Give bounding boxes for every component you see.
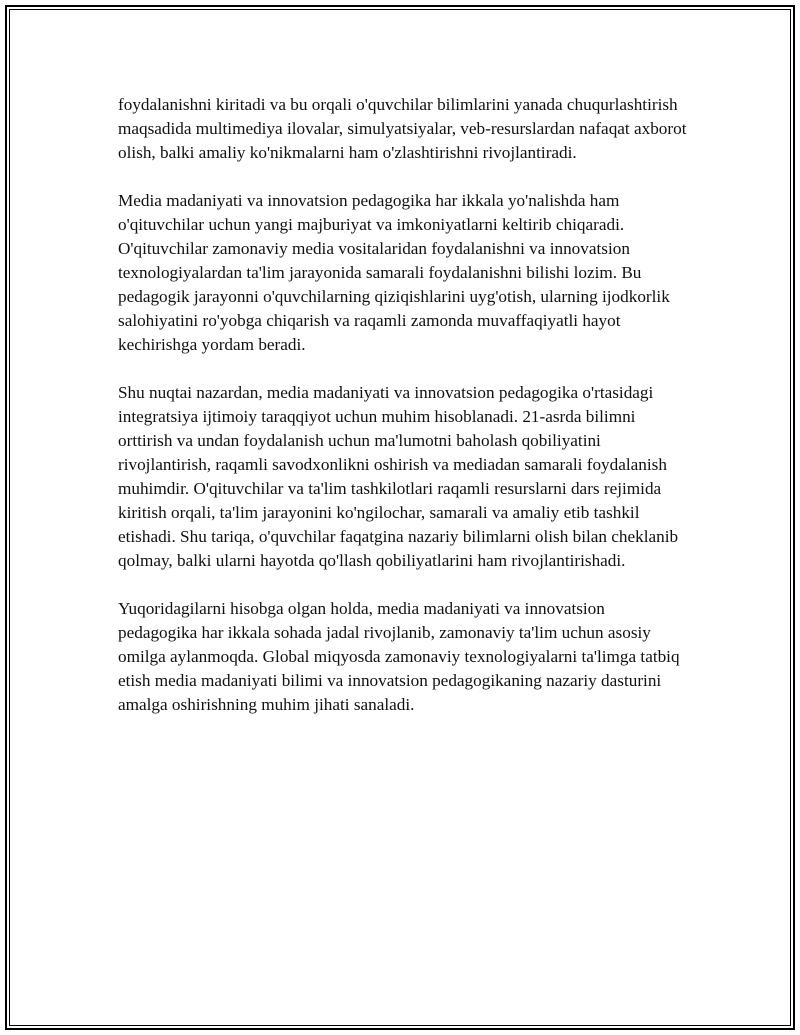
paragraph-1: foydalanishni kiritadi va bu orqali o'quvchilar bilimlarini yanada chuqurlashtirish maqsadida multimediya ilovalar, simulyatsiyalar, veb-resurslardan nafaqat axborot olish, balki amaliy ko'nikmalarni ham o'zlashtirishni rivojlantiradi. (118, 95, 687, 162)
document-body (118, 93, 688, 741)
paragraph-4: Yuqoridagilarni hisobga olgan holda, media madaniyati va innovatsion pedagogika har ikkala sohada jadal rivojlanib, zamonaviy ta'lim uchun asosiy omilga aylanmoqda. Global miqyosda zamonaviy texnologiyalarni ta'limga tatbiq etish media madaniyati bilimi va innovatsion pedagogikaning nazariy dasturini amalga oshirishning muhim jihati sanaladi. (118, 599, 680, 714)
paragraph-2: Media madaniyati va innovatsion pedagogika har ikkala yo'nalishda ham o'qituvchilar uchun yangi majburiyat va imkoniyatlarni keltirib chiqaradi. O'qituvchilar zamonaviy media vositalaridan foydalanishni va innovatsion texnologiyalardan ta'lim jarayonida samarali foydalanishni bilishi lozim. Bu pedagogik jarayonni o'quvchilarning qiziqishlarini uyg'otish, ularning ijodkorlik salohiyatini ro'yobga chiqarish va raqamli zamonda muvaffaqiyatli hayot kechirishga yordam beradi. (118, 191, 670, 354)
paragraph-3: Shu nuqtai nazardan, media madaniyati va innovatsion pedagogika o'rtasidagi integratsiya ijtimoiy taraqqiyot uchun muhim hisoblanadi. 21-asrda bilimni orttirish va undan foydalanish uchun ma'lumotni baholash qobiliyatini rivojlantirish, raqamli savodxonlikni oshirish va mediadan samarali foydalanish muhimdir. O'qituvchilar va ta'lim tashkilotlari raqamli resurslarni dars rejimida kiritish orqali, ta'lim jarayonini ko'ngilochar, samarali va amaliy etib tashkil etishadi. Shu tariqa, o'quvchilar faqatgina nazariy bilimlarni olish bilan cheklanib qolmay, balki ularni hayotda qo'llash qobiliyatlarini ham rivojlantirishadi. (118, 383, 679, 570)
